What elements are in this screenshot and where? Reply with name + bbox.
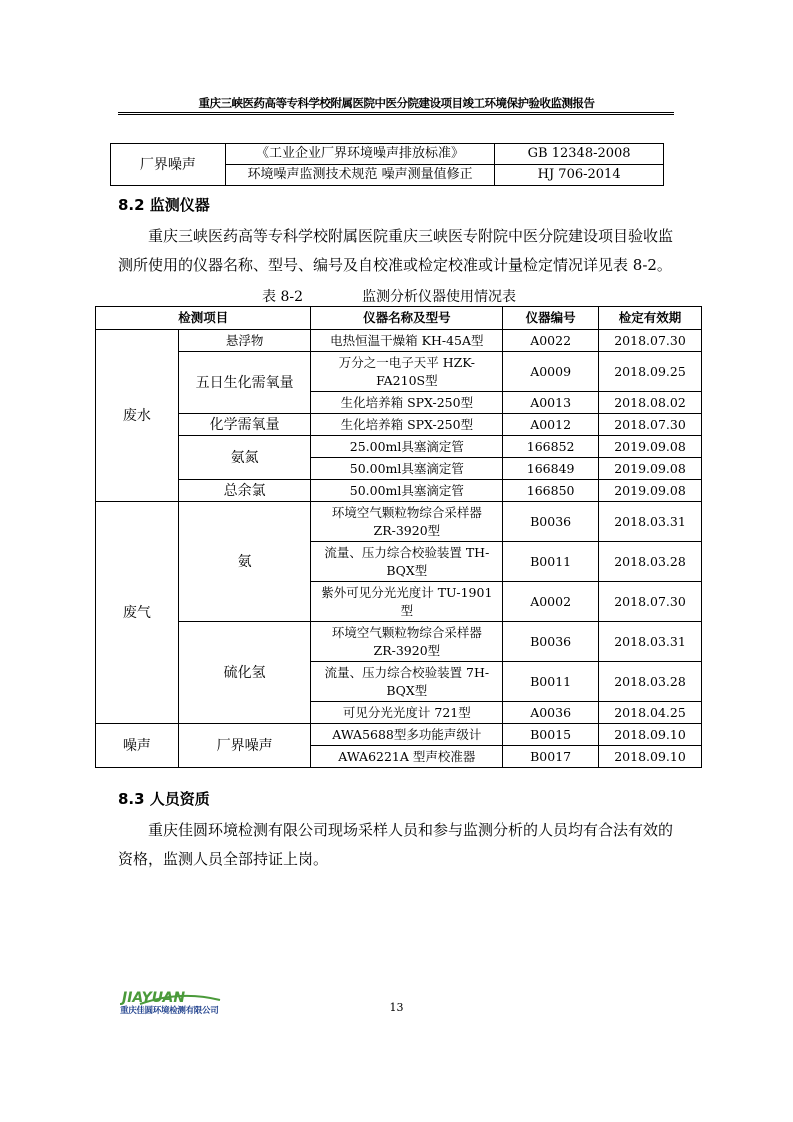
header-rule-double (118, 114, 674, 115)
section-title-8-3: 8.3 人员资质 (118, 790, 210, 808)
instrument-id: B0017 (503, 746, 599, 768)
instrument-date: 2018.03.28 (599, 542, 702, 582)
col-header-id: 仪器编号 (503, 307, 599, 330)
table-row (96, 414, 702, 436)
instrument-id: A0022 (503, 330, 599, 352)
item-ss: 悬浮物 (178, 330, 311, 352)
instrument-id: A0036 (503, 702, 599, 724)
instrument-name: 生化培养箱 SPX-250型 (311, 414, 503, 436)
company-name: 重庆佳圆环境检测有限公司 (120, 1006, 219, 1016)
instrument-date: 2018.08.02 (599, 392, 702, 414)
instrument-date: 2019.09.08 (599, 458, 702, 480)
standard-code: HJ 706-2014 (495, 165, 664, 186)
instrument-date: 2018.09.25 (599, 352, 702, 392)
instrument-name: 环境空气颗粒物综合采样器 ZR-3920型 (311, 502, 503, 542)
instrument-name: AWA5688型多功能声级计 (311, 724, 503, 746)
table-caption-title: 监测分析仪器使用情况表 (362, 289, 516, 305)
instrument-name: 紫外可见分光光度计 TU-1901型 (311, 582, 503, 622)
logo-wordmark: JIAYUAN (122, 990, 186, 1006)
section-8-2-paragraph: 重庆三峡医药高等专科学校附属医院重庆三峡医专附院中医分院建设项目验收监测所使用的仪器名称、型号、编号及自校准或检定校准或计量检定情况详见表 8-2。 (118, 227, 674, 274)
item-bod: 五日生化需氧量 (178, 352, 311, 414)
standard-code: GB 12348-2008 (495, 144, 664, 165)
page-header: 重庆三峡医药高等专科学校附属医院中医分院建设项目竣工环境保护验收监测报告 (198, 96, 595, 110)
standard-name: 环境噪声监测技术规范 噪声测量值修正 (225, 165, 494, 186)
table-row (96, 502, 702, 542)
instrument-id: B0036 (503, 622, 599, 662)
table-row (96, 724, 702, 746)
standards-table (110, 143, 664, 186)
instrument-id: A0012 (503, 414, 599, 436)
instrument-name: 50.00ml具塞滴定管 (311, 458, 503, 480)
standard-name: 《工业企业厂界环境噪声排放标准》 (225, 144, 494, 165)
instrument-id: B0015 (503, 724, 599, 746)
category-water: 废水 (96, 330, 179, 502)
col-header-instrument: 仪器名称及型号 (311, 307, 503, 330)
table-row (96, 330, 702, 352)
instrument-name: 25.00ml具塞滴定管 (311, 436, 503, 458)
instrument-date: 2018.07.30 (599, 330, 702, 352)
instrument-date: 2018.04.25 (599, 702, 702, 724)
category-noise: 噪声 (96, 724, 179, 768)
instrument-name: 可见分光光度计 721型 (311, 702, 503, 724)
instrument-table (95, 306, 702, 768)
category-gas: 废气 (96, 502, 179, 724)
instrument-name: 流量、压力综合校验装置 7H-BQX型 (311, 662, 503, 702)
instrument-id: 166850 (503, 480, 599, 502)
instrument-name: AWA6221A 型声校准器 (311, 746, 503, 768)
col-header-item: 检测项目 (96, 307, 311, 330)
table-row (96, 480, 702, 502)
standards-category: 厂界噪声 (111, 144, 226, 186)
table-row (96, 436, 702, 458)
instrument-id: 166849 (503, 458, 599, 480)
instrument-name: 50.00ml具塞滴定管 (311, 480, 503, 502)
instrument-id: A0002 (503, 582, 599, 622)
section-title-8-2: 8.2 监测仪器 (118, 196, 210, 214)
instrument-name: 环境空气颗粒物综合采样器 ZR-3920型 (311, 622, 503, 662)
item-chlorine: 总余氯 (178, 480, 311, 502)
instrument-name: 万分之一电子天平 HZK-FA210S型 (311, 352, 503, 392)
instrument-date: 2019.09.08 (599, 436, 702, 458)
instrument-id: B0011 (503, 662, 599, 702)
table-row (96, 622, 702, 662)
item-cod: 化学需氧量 (178, 414, 311, 436)
instrument-id: B0036 (503, 502, 599, 542)
instrument-name: 生化培养箱 SPX-250型 (311, 392, 503, 414)
item-ammonia: 氨 (178, 502, 311, 622)
item-ammonia-n: 氨氮 (178, 436, 311, 480)
table-caption-number: 表 8-2 (262, 289, 303, 305)
instrument-date: 2018.09.10 (599, 724, 702, 746)
col-header-date: 检定有效期 (599, 307, 702, 330)
table-header-row (96, 307, 702, 330)
instrument-date: 2018.03.31 (599, 622, 702, 662)
instrument-date: 2018.07.30 (599, 414, 702, 436)
instrument-id: B0011 (503, 542, 599, 582)
item-boundary-noise: 厂界噪声 (178, 724, 311, 768)
instrument-date: 2018.07.30 (599, 582, 702, 622)
item-h2s: 硫化氢 (178, 622, 311, 724)
section-8-3-paragraph: 重庆佳圆环境检测有限公司现场采样人员和参与监测分析的人员均有合法有效的资格，监测人员全部持证上岗。 (118, 821, 674, 868)
table-row (96, 352, 702, 392)
instrument-name: 流量、压力综合校验装置 TH-BQX型 (311, 542, 503, 582)
instrument-id: 166852 (503, 436, 599, 458)
instrument-date: 2018.09.10 (599, 746, 702, 768)
instrument-name: 电热恒温干燥箱 KH-45A型 (311, 330, 503, 352)
page-number: 13 (389, 1001, 404, 1014)
instrument-date: 2019.09.08 (599, 480, 702, 502)
header-rule (118, 112, 674, 113)
table-row (111, 144, 664, 165)
instrument-date: 2018.03.31 (599, 502, 702, 542)
instrument-id: A0009 (503, 352, 599, 392)
instrument-date: 2018.03.28 (599, 662, 702, 702)
instrument-id: A0013 (503, 392, 599, 414)
